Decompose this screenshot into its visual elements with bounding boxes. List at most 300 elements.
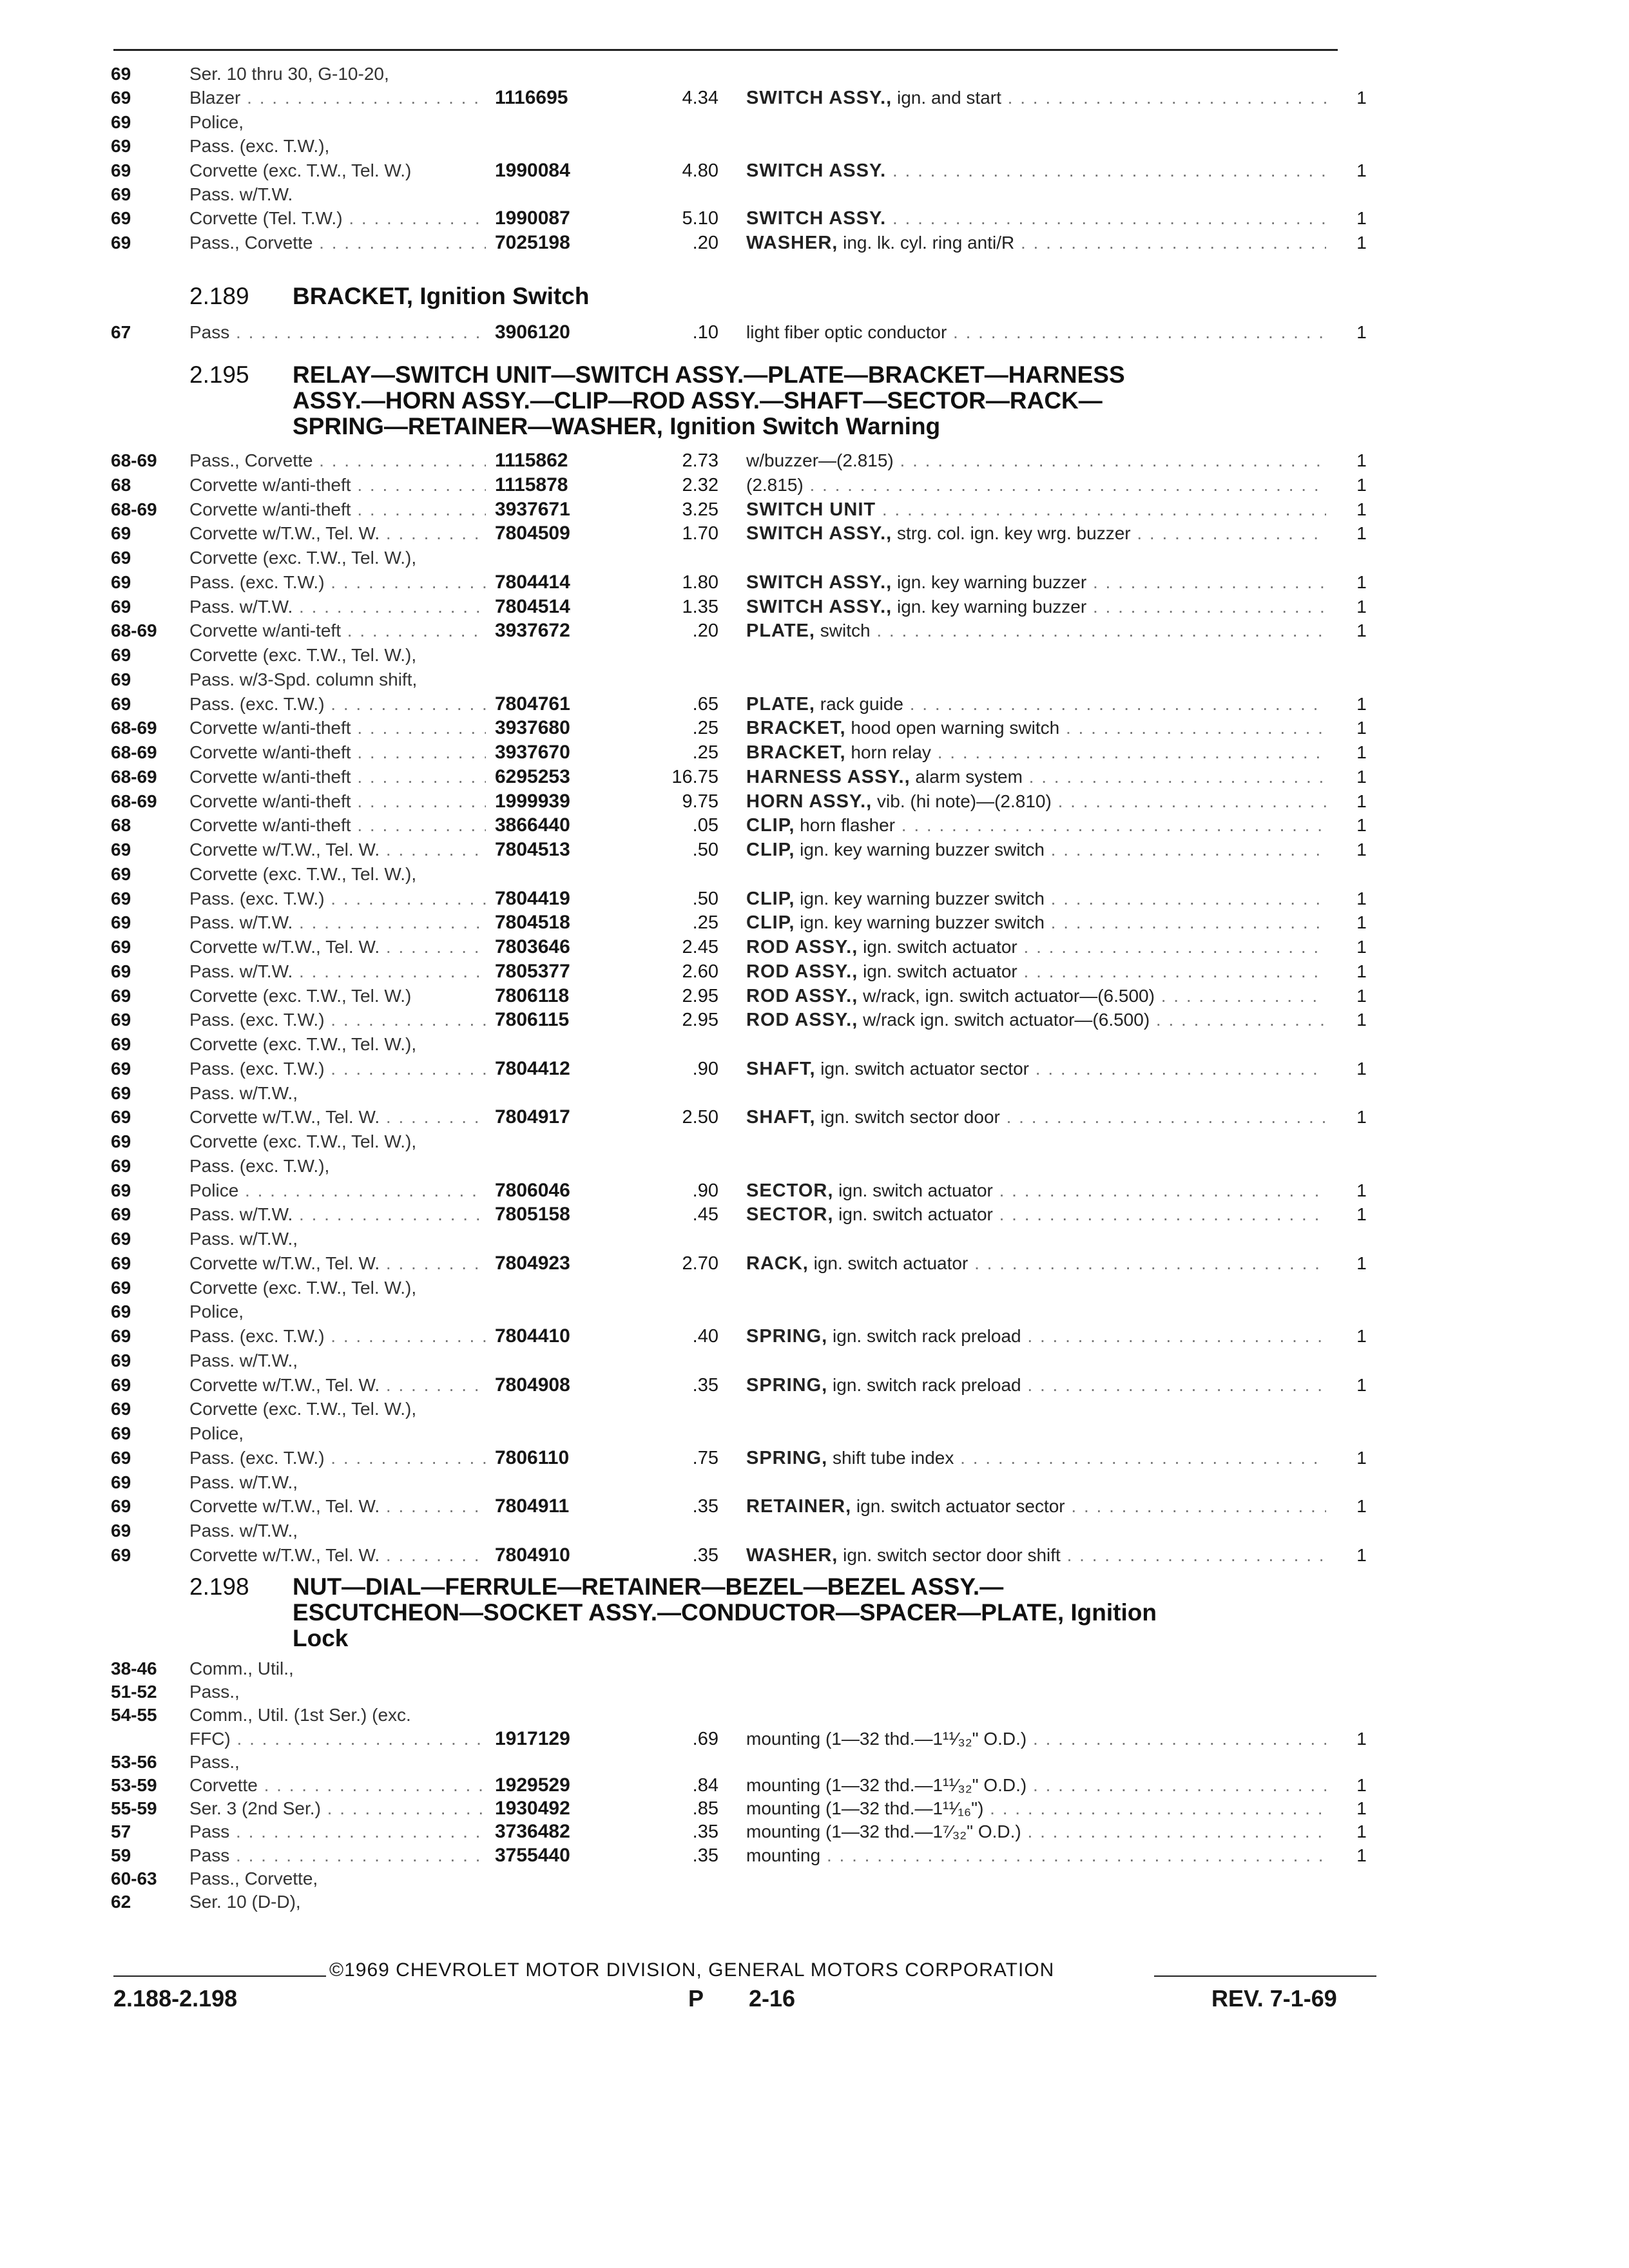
part-number: 1999939 [495,790,570,812]
footer-page-number: 2-16 [749,1985,796,2012]
model-year: 59 [111,1845,131,1865]
description-text: ing. lk. cyl. ring anti/R [838,232,1015,253]
application: Pass. w/T.W. . . . [189,959,486,984]
model-year: 69 [111,208,131,229]
application: Pass. w/T.W., [189,1350,298,1370]
quantity: 1 [1356,693,1367,714]
application: Corvette w/anti-theft . . . [189,813,486,838]
description-keyword: CLIP, [746,888,795,909]
price: .25 [692,912,718,934]
part-number: 1115862 [495,450,568,471]
description-text: strg. col. ign. key wrg. buzzer [892,523,1131,544]
description [746,716,1326,740]
description-text: ign. key warning buzzer switch [795,840,1045,860]
price: 2.50 [682,1107,718,1128]
model-year: 38-46 [111,1658,157,1678]
price: 1.80 [682,572,718,593]
application: Pass. w/T.W. [189,184,293,204]
application: Police, [189,1423,244,1443]
part-number: 7804412 [495,1057,570,1079]
application: Pass., Corvette . . . [189,448,486,473]
description-text: ign. key warning buzzer [892,596,1087,617]
price: 1.70 [682,523,718,544]
quantity: 1 [1356,1544,1367,1565]
model-year: 62 [111,1892,131,1912]
model-year: 69 [111,184,131,204]
model-year: 69 [111,1155,131,1176]
description-text: w/buzzer—(2.815) [746,450,894,470]
quantity: 1 [1356,1821,1367,1842]
application: Pass. w/T.W., [189,1229,298,1249]
application: Pass., Corvette . . . [189,231,486,255]
quantity: 1 [1356,1496,1367,1517]
application: Corvette w/anti-theft . . . [189,473,486,497]
model-year: 69 [111,1180,131,1200]
model-year: 69 [111,985,131,1006]
model-year: 69 [111,1010,131,1030]
part-number: 7806046 [495,1179,570,1201]
application: Corvette w/T.W., Tel. W. . . . [189,935,486,959]
description [746,935,1326,959]
part-number: 7805158 [495,1204,570,1225]
section-title [293,362,1362,439]
price: .35 [692,1821,718,1843]
description-keyword: ROD ASSY., [746,961,858,982]
price: 1.35 [682,596,718,617]
model-year: 68-69 [111,766,157,787]
quantity: 1 [1356,596,1367,617]
model-year: 69 [111,1399,131,1419]
description-text: ign. switch actuator [833,1180,993,1200]
part-number: 7806110 [495,1446,570,1468]
description-keyword: SECTOR, [746,1204,834,1225]
quantity: 1 [1356,1326,1367,1346]
model-year: 69 [111,1082,131,1103]
quantity: 1 [1356,888,1367,908]
model-year: 69 [111,1277,131,1298]
description-text: light fiber optic conductor [746,322,947,342]
model-year: 69 [111,1544,131,1565]
quantity: 1 [1356,840,1367,860]
part-number: 3937680 [495,717,570,739]
description-text: mounting (1—32 thd.—1¹¹⁄₁₆") [746,1798,984,1819]
description [746,1008,1326,1032]
application: Pass., Corvette, [189,1868,318,1888]
quantity: 1 [1356,937,1367,957]
application: Corvette (exc. T.W., Tel. W.), [189,1399,417,1419]
model-year: 69 [111,1058,131,1079]
section-title-line-2: ASSY.—HORN ASSY.—CLIP—ROD ASSY.—SHAFT—SECTOR—RACK— [293,387,1103,414]
price: 2.70 [682,1253,718,1274]
description-text: alarm system [910,766,1023,787]
description [746,1178,1326,1203]
part-number: 1930492 [495,1798,570,1820]
model-year: 68-69 [111,791,157,811]
description-keyword: SWITCH UNIT [746,499,876,520]
description-keyword: PLATE, [746,693,815,715]
quantity: 1 [1356,523,1367,544]
model-year: 68 [111,474,131,495]
application: Corvette w/anti-theft . . . [189,716,486,740]
description [746,1796,1326,1821]
model-year: 53-56 [111,1751,157,1772]
description [746,959,1326,984]
price: .85 [692,1798,718,1820]
model-year: 69 [111,232,131,253]
application: Pass. (exc. T.W.), [189,136,330,157]
application: Pass. (exc. T.W.) . . . [189,1057,486,1081]
model-year: 69 [111,1472,131,1492]
section-title: BRACKET, Ignition Switch [293,283,590,309]
model-year: 69 [111,1350,131,1370]
description [746,1843,1326,1868]
description-text: hood open warning switch [845,718,1060,738]
price: .69 [692,1728,718,1749]
application: Pass . . . [189,1820,486,1844]
description [746,1494,1326,1519]
description [746,86,1326,110]
description [746,813,1326,838]
part-number: 1917129 [495,1727,570,1749]
model-year: 69 [111,961,131,981]
description [746,740,1326,765]
price: .35 [692,1374,718,1396]
description [746,1820,1326,1844]
application: Corvette w/anti-theft . . . [189,497,486,522]
model-year: 55-59 [111,1798,157,1819]
description [746,231,1326,255]
quantity: 1 [1356,322,1367,342]
section-header-2195 [189,362,1349,442]
description-text: ign. key warning buzzer switch [795,888,1045,908]
description-keyword: ROD ASSY., [746,985,858,1006]
description [746,159,1326,183]
price: 3.25 [682,499,718,520]
footer-section-range: 2.188-2.198 [113,1985,238,2012]
quantity: 1 [1356,961,1367,981]
price: .40 [692,1326,718,1347]
description [746,887,1326,911]
price: .20 [692,620,718,642]
price: 2.45 [682,937,718,957]
part-number: 1115878 [495,474,568,495]
application: Corvette w/anti-theft . . . [189,765,486,789]
description-keyword: SWITCH ASSY., [746,596,892,617]
footer-rule-right [1154,1975,1376,1977]
description-keyword: SWITCH ASSY., [746,523,892,544]
description [746,206,1326,231]
description-keyword: BRACKET, [746,742,846,763]
description [746,320,1326,345]
model-year: 69 [111,1204,131,1225]
description-keyword: ROD ASSY., [746,1010,858,1031]
model-year: 60-63 [111,1868,157,1888]
model-year: 69 [111,1496,131,1517]
part-number: 3906120 [495,322,570,343]
top-rule [113,49,1338,51]
application: Corvette . . . [189,1773,486,1798]
description [746,1202,1326,1227]
description-keyword: CLIP, [746,815,795,836]
model-year: 69 [111,1374,131,1395]
application: Corvette w/T.W., Tel. W. . . . [189,521,486,546]
application: Corvette (exc. T.W., Tel. W.), [189,1131,417,1151]
part-number: 7804513 [495,839,570,860]
model-year: 54-55 [111,1705,157,1725]
price: .50 [692,888,718,909]
description [746,765,1326,789]
application: Pass . . . [189,320,486,345]
part-number: 3937672 [495,620,570,642]
model-year: 68-69 [111,718,157,738]
description-keyword: CLIP, [746,840,795,860]
model-year: 57 [111,1821,131,1842]
price: 2.32 [682,474,718,495]
description [746,910,1326,935]
description-text: ign. switch sector door shift [838,1544,1061,1565]
model-year: 68 [111,815,131,836]
application: Pass. w/3-Spd. column shift, [189,669,418,689]
description-text: vib. (hi note)—(2.810) [872,791,1052,811]
part-number: 7804509 [495,523,570,544]
description-keyword: SPRING, [746,1374,828,1396]
part-number: 3937671 [495,498,570,520]
model-year: 69 [111,596,131,617]
price: .50 [692,840,718,860]
quantity: 1 [1356,1775,1367,1795]
description-keyword: CLIP, [746,912,795,934]
description-keyword: ROD ASSY., [746,937,858,957]
part-number: 6295253 [495,765,570,787]
price: 4.34 [682,88,718,109]
part-number: 1990087 [495,207,570,229]
application: Corvette w/T.W., Tel. W. . . . [189,1105,486,1129]
part-number: 3937670 [495,742,570,763]
description-keyword: SWITCH ASSY., [746,88,892,109]
price: 5.10 [682,208,718,229]
application: Comm., Util., [189,1658,294,1678]
description [746,1057,1326,1081]
model-year: 69 [111,64,131,84]
price: .75 [692,1447,718,1468]
model-year: 69 [111,1521,131,1541]
description-keyword: PLATE, [746,620,815,642]
description-text: ign. key warning buzzer switch [795,912,1045,933]
model-year: 69 [111,1302,131,1322]
description [746,1105,1326,1129]
part-number: 7805377 [495,960,570,982]
part-number: 7804419 [495,887,570,909]
price: .45 [692,1204,718,1225]
price: 16.75 [671,766,718,787]
price: .84 [692,1775,718,1796]
description-text: switch [815,620,871,641]
part-number: 7804923 [495,1252,570,1274]
application: Corvette w/anti-theft . . . [189,740,486,765]
copyright-line [113,1957,1376,1983]
application: Corvette w/T.W., Tel. W. . . . [189,1373,486,1398]
description [746,1727,1326,1751]
part-number: 7806115 [495,1009,570,1031]
application: Ser. 10 (D-D), [189,1892,301,1912]
part-number: 7804917 [495,1106,570,1128]
price: .35 [692,1544,718,1566]
price: .25 [692,742,718,763]
section-title-line-1: RELAY—SWITCH UNIT—SWITCH ASSY.—PLATE—BRACKET—HARNESS [293,361,1125,388]
quantity: 1 [1356,572,1367,592]
section-title-line-3: Lock [293,1625,349,1651]
quantity: 1 [1356,1845,1367,1865]
quantity: 1 [1356,88,1367,108]
quantity: 1 [1356,1253,1367,1273]
description-text: shift tube index [827,1447,954,1468]
price: .90 [692,1180,718,1201]
model-year: 69 [111,912,131,933]
part-number: 3866440 [495,814,570,836]
application: Blazer . . . [189,86,486,110]
description-text: ign. switch actuator [833,1204,993,1225]
description [746,497,1326,522]
model-year: 69 [111,1423,131,1443]
application: Ser. 10 thru 30, G-10-20, [189,64,389,84]
description-text: ign. key warning buzzer [892,572,1087,592]
quantity: 1 [1356,160,1367,180]
part-number: 1929529 [495,1774,570,1796]
section-title-line-3: SPRING—RETAINER—WASHER, Ignition Switch Warning [293,413,941,439]
price: .25 [692,718,718,739]
description-text: ign. and start [892,88,1001,108]
model-year: 69 [111,1229,131,1249]
price: .65 [692,693,718,715]
description-keyword: SWITCH ASSY. [746,160,887,181]
application: Pass. (exc. T.W.) . . . [189,1446,486,1470]
part-number: 7804414 [495,571,570,593]
quantity: 1 [1356,499,1367,519]
footer-page-letter: P [688,1985,704,2012]
application: Corvette w/anti-teft . . . [189,619,486,643]
application: Pass. w/T.W. . . . [189,910,486,935]
description [746,570,1326,595]
footer-rule-left [113,1975,326,1977]
description-keyword: SECTOR, [746,1180,834,1201]
description-keyword: RETAINER, [746,1496,852,1517]
description [746,521,1326,546]
price: .05 [692,815,718,836]
model-year: 69 [111,1447,131,1468]
application: Pass. w/T.W., [189,1521,298,1541]
quantity: 1 [1356,791,1367,811]
price: .35 [692,1845,718,1866]
model-year: 67 [111,322,131,342]
model-year: 69 [111,645,131,665]
part-number: 7804514 [495,595,570,617]
copyright-text: ©1969 CHEVROLET MOTOR DIVISION, GENERAL MOTORS CORPORATION [329,1959,1055,1981]
quantity: 1 [1356,1010,1367,1030]
quantity: 1 [1356,1204,1367,1225]
quantity: 1 [1356,815,1367,836]
quantity: 1 [1356,1058,1367,1079]
price: 2.73 [682,450,718,471]
price: 9.75 [682,791,718,812]
description-keyword: SWITCH ASSY. [746,208,887,229]
description [746,1773,1326,1798]
part-number: 7806118 [495,985,570,1006]
quantity: 1 [1356,718,1367,738]
application: Corvette w/T.W., Tel. W. . . . [189,838,486,862]
application: Pass. w/T.W. . . . [189,595,486,619]
price: .90 [692,1058,718,1079]
description-keyword: WASHER, [746,1544,838,1566]
quantity: 1 [1356,742,1367,762]
part-number: 7804410 [495,1325,570,1347]
model-year: 69 [111,888,131,908]
application: Pass. (exc. T.W.) . . . [189,692,486,716]
quantity: 1 [1356,232,1367,253]
part-number: 3755440 [495,1844,570,1866]
description-keyword: HORN ASSY., [746,791,872,812]
quantity: 1 [1356,450,1367,470]
application: Pass. (exc. T.W.) . . . [189,1008,486,1032]
description-text: ign. switch actuator sector [851,1496,1065,1517]
description-keyword: RACK, [746,1253,809,1274]
section-header-2198 [189,1574,1349,1654]
description [746,789,1326,814]
description-text: mounting [746,1845,821,1865]
application: Corvette w/T.W., Tel. W. . . . [189,1543,486,1568]
model-year: 69 [111,863,131,884]
application: FFC) . . . [189,1727,486,1751]
model-year: 69 [111,669,131,689]
quantity: 1 [1356,766,1367,787]
application: Pass. w/T.W. . . . [189,1202,486,1227]
application: Police, [189,1302,244,1322]
model-year: 69 [111,1131,131,1151]
description-text: ign. switch rack preload [827,1374,1021,1395]
part-number: 7804761 [495,693,570,715]
quantity: 1 [1356,912,1367,933]
description-keyword: SPRING, [746,1447,828,1468]
price: 4.80 [682,160,718,181]
application: Corvette (exc. T.W., Tel. W.), [189,1034,417,1054]
description-keyword: SPRING, [746,1326,828,1347]
description [746,619,1326,643]
description [746,984,1326,1008]
description [746,1324,1326,1349]
application: Pass., [189,1682,240,1702]
description [746,448,1326,473]
footer-revision: REV. 7-1-69 [1211,1985,1337,2012]
description-text: mounting (1—32 thd.—1⁷⁄₃₂" O.D.) [746,1821,1021,1842]
quantity: 1 [1356,1180,1367,1200]
application: Pass. w/T.W., [189,1472,298,1492]
description-text: w/rack ign. switch actuator—(6.500) [858,1010,1150,1030]
application: Corvette (exc. T.W., Tel. W.), [189,645,417,665]
description-text: rack guide [815,693,903,714]
quantity: 1 [1356,620,1367,641]
description-keyword: SHAFT, [746,1107,816,1128]
quantity: 1 [1356,208,1367,229]
quantity: 1 [1356,1374,1367,1395]
application: Corvette (exc. T.W., Tel. W.) [189,985,412,1006]
application: Pass. (exc. T.W.) . . . [189,887,486,911]
application: Pass. (exc. T.W.), [189,1155,330,1176]
model-year: 68-69 [111,450,157,470]
section-title-line-1: NUT—DIAL—FERRULE—RETAINER—BEZEL—BEZEL ASSY.— [293,1573,1004,1600]
part-number: 7804910 [495,1544,570,1566]
part-number: 7804518 [495,912,570,934]
model-year: 69 [111,1253,131,1273]
application: Ser. 3 (2nd Ser.) . . . [189,1796,486,1821]
